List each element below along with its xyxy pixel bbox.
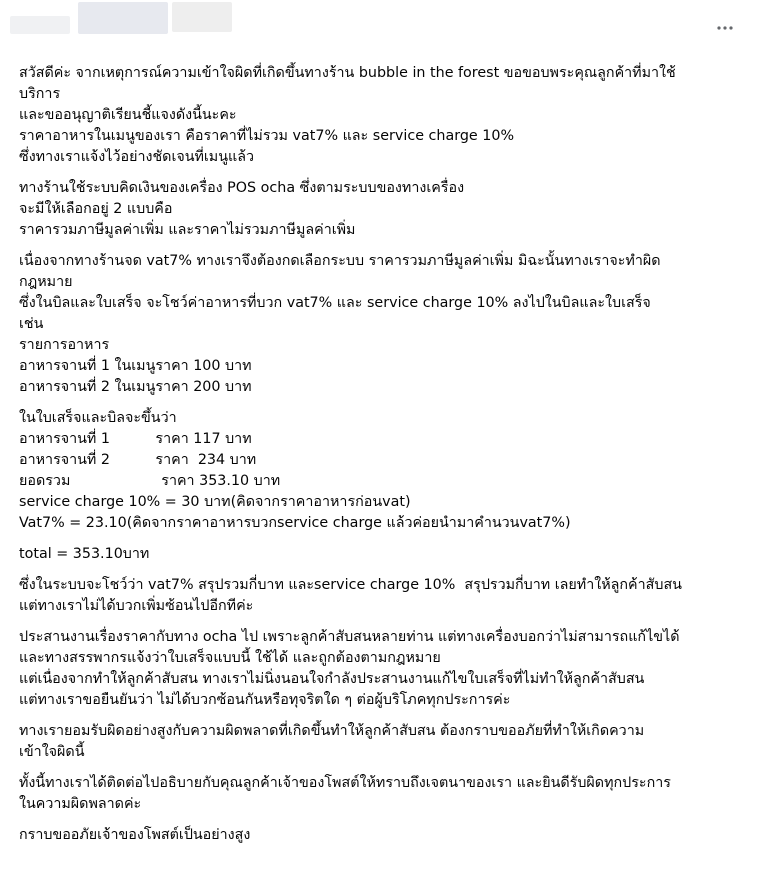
post-text-line: เนื่องจากทางร้านจด vat7% ทางเราจึงต้องกดเลือกระบบ ราคารวมภาษีมูลค่าเพิ่ม มิฉะนั้นทางเราจะทำผิด	[19, 253, 661, 269]
post-paragraph	[19, 63, 749, 168]
post-text-line: แต่ทางเราไม่ได้บวกเพิ่มซ้อนไปอีกทีค่ะ	[19, 598, 254, 614]
post-text-line: ซึ่งในบิลและใบเสร็จ จะโชว์ค่าอาหารที่บวก vat7% และ service charge 10% ลงไปในบิลและใบเสร็จ	[19, 295, 651, 311]
post-text-line: อาหารจานที่ 2 ราคา 234 บาท	[19, 452, 257, 468]
post-text-line: แต่ทางเราขอยืนยันว่า ไม่ได้บวกซ้อนกันหรือทุจริตใด ๆ ต่อผู้บริโภคทุกประการค่ะ	[19, 692, 511, 708]
post-text-line: ในใบเสร็จและบิลจะขึ้นว่า	[19, 410, 177, 426]
post-text-line: ทางเรายอมรับผิดอย่างสูงกับความผิดพลาดที่เกิดขึ้นทำให้ลูกค้าสับสน ต้องกราบขออภัยที่ทำให้เกิดความ	[19, 723, 645, 739]
blurred-post-meta	[172, 2, 232, 32]
post-text-line: อาหารจานที่ 2 ในเมนูราคา 200 บาท	[19, 379, 252, 395]
post-text-line: ซึ่งในระบบจะโชว์ว่า vat7% สรุปรวมกี่บาท และservice charge 10% สรุปรวมกี่บาท เลยทำให้ลูกค้าสับสน	[19, 577, 682, 593]
post-text-line: สวัสดีค่ะ จากเหตุการณ์ความเข้าใจผิดที่เกิดขึ้นทางร้าน bubble in the forest ขอขอบพระคุณลูกค้าที่มาใช้	[19, 65, 676, 81]
post-text-line: รายการอาหาร	[19, 337, 110, 353]
post-text-line: เข้าใจผิดนี้	[19, 744, 85, 760]
post-body-text	[19, 63, 749, 856]
post-text-line: service charge 10% = 30 บาท(คิดจากราคาอาหารก่อนvat)	[19, 494, 411, 510]
post-text-line: ประสานงานเรื่องราคากับทาง ocha ไป เพราะลูกค้าสับสนหลายท่าน แต่ทางเครื่องบอกว่าไม่สามารถแก้ไขได้	[19, 629, 680, 645]
post-text-line: จะมีให้เลือกอยู่ 2 แบบคือ	[19, 201, 173, 217]
post-text-line: กราบขออภัยเจ้าของโพสต์เป็นอย่างสูง	[19, 827, 251, 843]
post-text-line: Vat7% = 23.10(คิดจากราคาอาหารบวกservice charge แล้วค่อยนำมาคำนวนvat7%)	[19, 515, 571, 531]
post-paragraph	[19, 721, 749, 763]
post-paragraph	[19, 251, 749, 398]
post-text-line: อาหารจานที่ 1 ในเมนูราคา 100 บาท	[19, 358, 252, 374]
post-text-line: ยอดรวม ราคา 353.10 บาท	[19, 473, 281, 489]
post-text-line: ราคารวมภาษีมูลค่าเพิ่ม และราคาไม่รวมภาษีมูลค่าเพิ่ม	[19, 222, 356, 238]
post-text-line: ซึ่งทางเราแจ้งไว้อย่างชัดเจนที่เมนูแล้ว	[19, 149, 255, 165]
post-text-line: แต่เนื่องจากทำให้ลูกค้าสับสน ทางเราไม่นิ่งนอนใจกำลังประสานงานแก้ไขใบเสร็จที่ไม่ทำให้ลูกค้าสับสน	[19, 671, 645, 687]
post-text-line: อาหารจานที่ 1 ราคา 117 บาท	[19, 431, 252, 447]
post-paragraph	[19, 575, 749, 617]
post-text-line: ราคาอาหารในเมนูของเรา คือราคาที่ไม่รวม vat7% และ service charge 10%	[19, 128, 515, 144]
post-paragraph	[19, 178, 749, 241]
blurred-author-avatar	[10, 16, 70, 34]
post-paragraph	[19, 773, 749, 815]
more-options-button[interactable]	[713, 16, 737, 40]
post-text-line: บริการ	[19, 86, 61, 102]
post-text-line: ทางร้านใช้ระบบคิดเงินของเครื่อง POS ocha ซึ่งตามระบบของทางเครื่อง	[19, 180, 465, 196]
post-text-line: ทั้งนี้ทางเราได้ติดต่อไปอธิบายกับคุณลูกค้าเจ้าของโพสต์ให้ทราบถึงเจตนาของเรา และยินดีรับผิดทุกประการ	[19, 775, 671, 791]
post-paragraph	[19, 408, 749, 534]
more-horizontal-icon	[717, 26, 733, 30]
post-text-line: ในความผิดพลาดค่ะ	[19, 796, 142, 812]
post-text-line: กฎหมาย	[19, 274, 73, 290]
post-paragraph	[19, 825, 749, 846]
blurred-author-name	[78, 2, 168, 34]
post-text-line: เช่น	[19, 316, 44, 332]
post-text-line: total = 353.10บาท	[19, 546, 150, 562]
post-paragraph	[19, 544, 749, 565]
post-text-line: และทางสรรพากรแจ้งว่าใบเสร็จแบบนี้ ใช้ได้ และถูกต้องตามกฎหมาย	[19, 650, 441, 666]
post-paragraph	[19, 627, 749, 711]
post-text-line: และขออนุญาติเรียนชี้แจงดังนี้นะคะ	[19, 107, 237, 123]
